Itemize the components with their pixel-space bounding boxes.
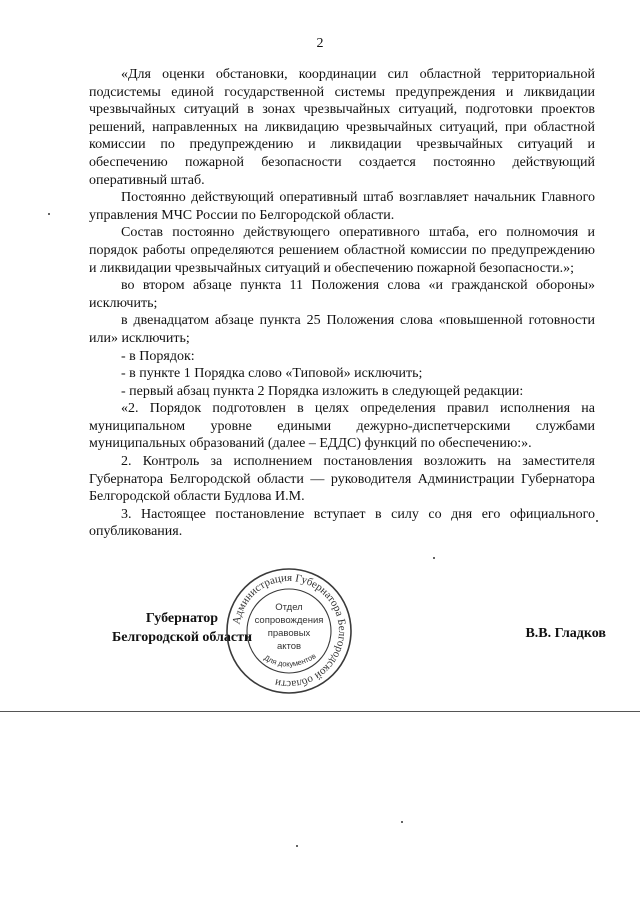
paragraph-control: 2. Контроль за исполнением постановления возложить на заместителя Губернатора Белгородской области — руководителя Администрации Губернатора Белгородской области Будлова И.М.	[89, 454, 595, 505]
stamp-bottom-text: Для документов	[262, 651, 318, 669]
scan-speck	[296, 845, 298, 847]
paragraph-headquarters-head: Постоянно действующий оперативный штаб возглавляет начальник Главного управления МЧС России по Белгородской области.	[89, 190, 595, 223]
paragraph-operational-headquarters: «Для оценки обстановки, координации сил областной территориальной подсистемы единой государственной системы предупреждения и ликвидации чрезвычайных ситуаций в зонах чрезвычайных ситуаций, подготовки проектов решений, направленных на ликвидацию чрезвычайных ситуаций, при областной комиссии по предупреждению и ликвидации чрезвычайных ситуаций и обеспечению пожарной безопасности создается постоянно действующий оперативный штаб.	[89, 67, 595, 188]
stamp-center-line-2: сопровождения	[254, 615, 324, 626]
signatory-title-line-2: Белгородской области	[111, 630, 253, 645]
paragraph-order-point-1: - в пункте 1 Порядка слово «Типовой» исключить;	[121, 366, 423, 382]
signatory-title-line-1: Губернатор	[145, 611, 219, 626]
scan-speck	[596, 520, 598, 522]
stamp-center-line-4: актов	[276, 641, 302, 652]
page-divider	[0, 711, 640, 712]
signatory-name: В.В. Гладков	[525, 626, 606, 641]
stamp-center-line-1: Отдел	[275, 602, 303, 613]
paragraph-order-point-2: - первый абзац пункта 2 Порядка изложить в следующей редакции:	[121, 383, 524, 399]
paragraph-entry-into-force: 3. Настоящее постановление вступает в силу со дня его официального опубликования.	[89, 506, 595, 540]
stamp-center-line-3: правовых	[267, 628, 311, 639]
paragraph-clause-11-amendment: во втором абзаце пункта 11 Положения слова «и гражданской обороны» исключить;	[89, 278, 595, 311]
document-body	[89, 66, 595, 541]
paragraph-headquarters-composition: Состав постоянно действующего оперативного штаба, его полномочия и порядок работы определяются решением областной комиссии по предупреждению и ликвидации чрезвычайных ситуаций и обеспечению пожарной безопасности.»;	[89, 225, 595, 276]
scan-speck	[48, 213, 50, 215]
stamp-ring-text: Администрация Губернатора Белгородской области	[230, 571, 349, 691]
paragraph-order-new-text: «2. Порядок подготовлен в целях определения правил исполнения на муниципальном уровне едиными дежурно-диспетчерскими службами муниципальных образований (далее – ЕДДС) функций по обеспечению:».	[89, 401, 595, 452]
page-number: 2	[316, 36, 324, 51]
official-stamp	[224, 566, 354, 696]
paragraph-order-intro: - в Порядок:	[121, 348, 195, 364]
scan-speck	[401, 821, 403, 823]
scan-speck	[433, 557, 435, 559]
paragraph-clause-25-amendment: в двенадцатом абзаце пункта 25 Положения слова «повышенной готовности или» исключить;	[89, 313, 595, 346]
